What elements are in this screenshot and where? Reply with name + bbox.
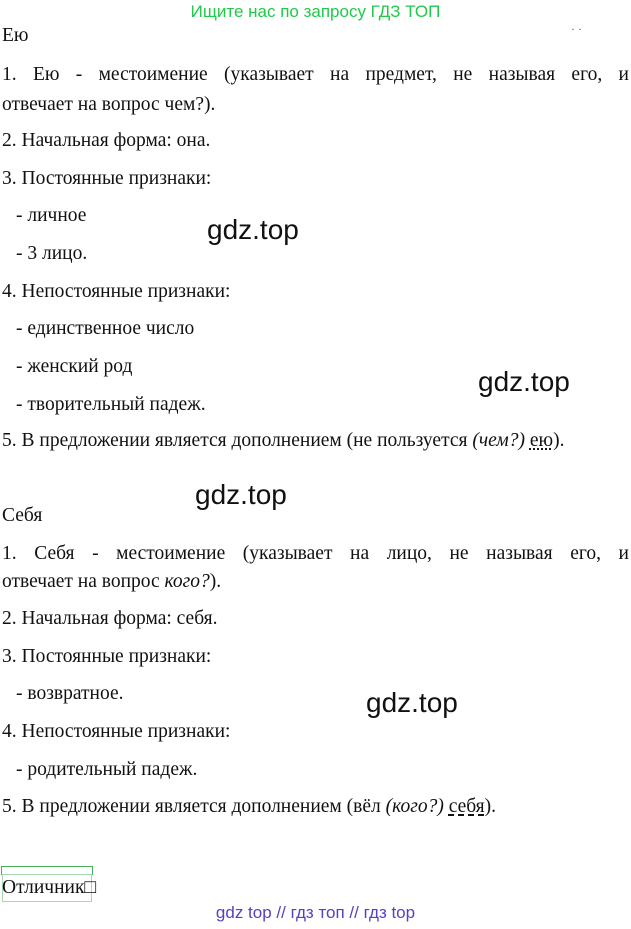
section2-item3: 3. Постоянные признаки: xyxy=(2,646,212,667)
section2-item5-text: 5. В предложении является дополнением (вёл xyxy=(2,796,386,817)
section2-item5-word: себя xyxy=(448,796,485,817)
search-banner[interactable]: Ищите нас по запросу ГДЗ ТОП xyxy=(190,2,441,21)
section2-item1-end: ). xyxy=(209,571,222,592)
section2-item5-end: ). xyxy=(484,796,497,817)
section1-item4-sub1: - единственное число xyxy=(16,318,195,339)
section2-item1-text: отвечает на вопрос xyxy=(2,571,165,592)
section1-item5-word: ею xyxy=(529,430,554,451)
section2-item5-question: (кого?) xyxy=(385,796,444,817)
signature: Отличник□ xyxy=(2,877,97,898)
section2-item1-question: кого? xyxy=(164,571,210,592)
section1-item4-sub3: - творительный падеж. xyxy=(16,394,206,415)
section2-item5 xyxy=(2,796,496,818)
section2-item4-sub1: - родительный падеж. xyxy=(16,759,198,780)
section1-item5-text: 5. В предложении является дополнением (не пользуется xyxy=(2,430,473,451)
section1-item3-sub2: - 3 лицо. xyxy=(16,243,88,264)
section1-item5-question: (чем?) xyxy=(472,430,525,451)
section2-item4: 4. Непостоянные признаки: xyxy=(2,721,231,742)
section2-item2: 2. Начальная форма: себя. xyxy=(2,608,218,629)
section1-item1-line1: 1. Ею - местоимение (указывает на предмет, не называя его, и xyxy=(2,64,629,85)
section1-item5 xyxy=(2,430,564,452)
section1-item5-end: ). xyxy=(553,430,565,451)
section2-item1-line1: 1. Себя - местоимение (указывает на лицо, не называя его, и xyxy=(2,543,629,564)
watermark-3: gdz.top xyxy=(195,479,287,510)
corner-marks: · · xyxy=(571,22,582,36)
section1-item3: 3. Постоянные признаки: xyxy=(2,168,212,189)
watermark-2: gdz.top xyxy=(478,366,570,397)
section1-item4: 4. Непостоянные признаки: xyxy=(2,281,231,302)
section1-title: Ею xyxy=(2,25,29,46)
watermark-1: gdz.top xyxy=(207,214,299,245)
footer-links[interactable]: gdz top // гдз топ // гдз top xyxy=(215,903,416,922)
section1-item3-sub1: - личное xyxy=(16,205,87,226)
section1-item2: 2. Начальная форма: она. xyxy=(2,130,211,151)
section2-item3-sub1: - возвратное. xyxy=(16,683,124,704)
section2-item1-line2 xyxy=(2,571,221,593)
section1-item4-sub2: - женский род xyxy=(16,356,133,377)
watermark-4: gdz.top xyxy=(366,687,458,718)
section2-title: Себя xyxy=(2,505,43,526)
section1-item1-line2: отвечает на вопрос чем?). xyxy=(2,94,216,115)
